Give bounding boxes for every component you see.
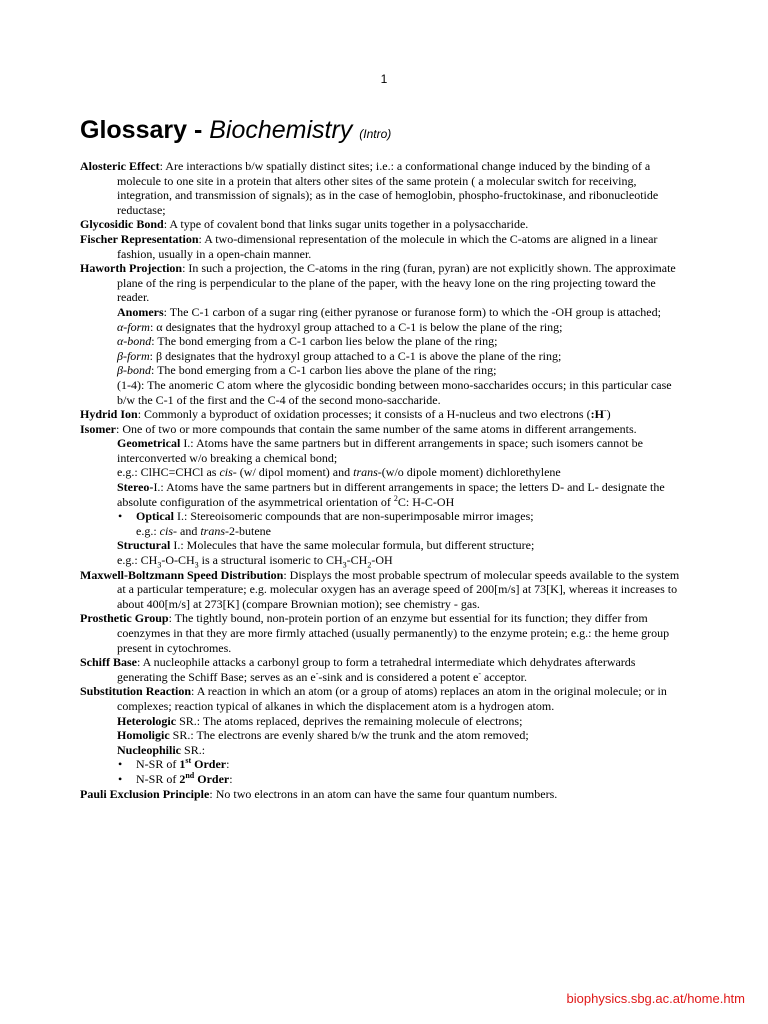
entry-haworth <box>80 261 688 305</box>
text: C: H-C-OH <box>397 494 455 509</box>
term: Anomers <box>117 304 164 319</box>
term: Heterologic <box>117 713 177 728</box>
superscript <box>185 771 194 780</box>
text: N-SR of <box>136 757 180 772</box>
term: Isomer <box>80 421 116 436</box>
subentry-nucleophilic <box>80 743 688 758</box>
bullet-icon: • <box>118 771 123 786</box>
subentry-geometrical-example <box>80 465 688 480</box>
definition: : The tightly bound, non-protein portion of an enzyme but essential for its function; they differ from coenzymes in that they are more firmly attached (usually permanently) to the enzyme protein; e.g.: the heme group present in cytochromes. <box>117 611 670 655</box>
definition: : In such a projection, the C-atoms in the ring (furan, pyran) are not explicitly shown. The approximate plane of the ring is perpendicular to the plane of the paper, with the heavy lone on the ring projecting toward the reader. <box>117 261 676 305</box>
term: α-bond <box>117 334 152 349</box>
term: Alosteric Effect <box>80 159 160 173</box>
subentry-stereo <box>80 480 688 509</box>
term: Substitution Reaction <box>80 684 192 699</box>
subscript: 3 <box>342 560 347 570</box>
ordinal-suffix: st <box>185 756 192 766</box>
definition: I.: Molecules that have the same molecular formula, but different structure; <box>170 538 535 553</box>
text: e.g.: ClHC=CHCl as <box>117 465 220 480</box>
term: Fischer Representation <box>80 231 199 246</box>
colon: : <box>229 771 233 786</box>
subentry-anomers <box>80 305 688 320</box>
order-number: 1 <box>179 757 186 772</box>
subscript: 2 <box>367 560 372 570</box>
ordinal-suffix: nd <box>185 770 195 780</box>
term: Prosthetic Group <box>80 611 169 626</box>
text: N-SR of <box>136 771 180 786</box>
term: Homoligic <box>117 728 170 743</box>
term: Glycosidic Bond <box>80 217 164 232</box>
entry-schiff-base <box>80 655 688 684</box>
term: Stereo- <box>117 480 154 495</box>
entry-pauli <box>80 787 688 802</box>
charge: - <box>315 668 319 678</box>
title-subject: Biochemistry <box>209 116 353 144</box>
term: Haworth Projection <box>80 261 183 276</box>
entry-hydrid-ion <box>80 407 688 422</box>
bullet-icon: • <box>118 509 123 524</box>
definition: SR.: The electrons are evenly shared b/w the trunk and the atom removed; <box>169 728 529 743</box>
title-main: Glossary - <box>80 116 210 144</box>
term: Nucleophilic <box>117 742 182 757</box>
definition: : A nucleophile attacks a carbonyl group to form a tetrahedral intermediate which dehydrates afterwards generating the Schiff Base; serves as an e <box>117 655 636 684</box>
page-number: 1 <box>380 72 388 86</box>
term: α-form <box>117 319 150 334</box>
definition: : α designates that the hydroxyl group attached to a C-1 is below the plane of the ring; <box>149 319 563 334</box>
subscript: 3 <box>194 560 199 570</box>
order-number: 2 <box>179 771 186 786</box>
definition: : No two electrons in an atom can have the same four quantum numbers. <box>209 786 558 801</box>
term: Schiff Base <box>80 655 137 670</box>
subentry-heterologic <box>80 714 688 729</box>
entry-allosteric <box>80 159 688 217</box>
definition: -sink and is considered a potent e <box>318 669 479 684</box>
definition: SR.: <box>181 742 206 757</box>
text: and <box>177 523 201 538</box>
subentry-geometrical <box>80 436 688 465</box>
text: (w/ dipol moment) and <box>236 465 354 480</box>
text: 2-butene <box>229 523 271 538</box>
text: -OH <box>371 553 393 568</box>
page-title <box>80 114 391 150</box>
definition: : One of two or more compounds that contain the same number of the same atoms in different arrangements. <box>116 421 637 436</box>
title-paren: (Intro) <box>359 127 392 141</box>
definition: : The C-1 carbon of a sugar ring (either pyranose or furanose form) to which the -OH group is attached; <box>163 304 661 319</box>
subentry-structural <box>80 538 688 553</box>
definition: : β designates that the hydroxyl group attached to a C-1 is above the plane of the ring; <box>149 348 562 363</box>
entry-maxwell-boltzmann <box>80 568 688 612</box>
definition: I.: Stereoisomeric compounds that are non-superimposable mirror images; <box>174 509 534 524</box>
bullet-optical <box>80 509 688 524</box>
term: Geometrical <box>117 436 181 451</box>
glossary-body <box>80 159 688 801</box>
definition: : A reaction in which an atom (or a group of atoms) replaces an atom in the original molecule; or in complexes; reaction typical of alkanes in which the displacement atom is a hydrogen atom. <box>117 684 667 713</box>
definition: : The bond emerging from a C-1 carbon lies above the plane of the ring; <box>150 363 497 378</box>
trans-label: trans- <box>200 523 229 538</box>
subentry-homoligic <box>80 728 688 743</box>
term: Optical <box>136 509 174 524</box>
charge: - <box>603 406 607 416</box>
text: -CH <box>346 553 368 568</box>
order-label: Order <box>191 757 227 772</box>
close-paren: ) <box>606 407 611 422</box>
definition: : Are interactions b/w spatially distinct sites; i.e.: a conformational change induced by the binding of a molecule to one site in a protein that alters other sites of the same protein ( a molecular switch for receiving, integration, and transmission of signals); as in the case of hemoglobin, phospho-fructokinase, and ribonucleotide reductase; <box>117 159 659 217</box>
cis-label: cis- <box>219 465 237 480</box>
term: Structural <box>117 538 171 553</box>
term: β-form <box>117 348 150 363</box>
subentry-alpha-form <box>80 320 688 335</box>
term: β-bond <box>117 363 151 378</box>
superscript: 2 <box>393 493 398 503</box>
bullet-icon: • <box>118 757 123 772</box>
entry-glycosidic <box>80 217 688 232</box>
definition: : Commonly a byproduct of oxidation processes; it consists of a H-nucleus and two electrons ( <box>137 407 591 422</box>
text: e.g.: CH <box>117 553 158 568</box>
trans-label: trans- <box>353 465 382 480</box>
colon: : <box>226 757 230 772</box>
text: is a structural isomeric to CH <box>198 553 343 568</box>
formula: :H <box>590 407 604 422</box>
definition: : A two-dimensional representation of the molecule in which the C-atoms are aligned in a linear fashion, usually in a open-chain manner. <box>117 231 658 261</box>
term: Maxwell-Boltzmann Speed Distribution <box>80 567 284 582</box>
bullet-first-order <box>80 757 688 772</box>
footer-link[interactable]: biophysics.sbg.ac.at/home.htm <box>566 991 745 1006</box>
subentry-alpha-bond <box>80 334 688 349</box>
subentry-structural-example <box>80 553 688 568</box>
subscript: 3 <box>157 560 162 570</box>
entry-fischer <box>80 232 688 261</box>
entry-substitution <box>80 684 688 713</box>
definition: SR.: The atoms replaced, deprives the remaining molecule of electrons; <box>176 713 523 728</box>
text: e.g.: <box>136 523 160 538</box>
definition: I.: Atoms have the same partners but in different arrangements in space; the letters D- and L- designate the absolute configuration of the asymmetrical orientation of <box>117 480 665 509</box>
definition: : A type of covalent bond that links sugar units together in a polysaccharide. <box>163 217 529 232</box>
subentry-optical-example <box>80 524 688 539</box>
charge: - <box>478 668 482 678</box>
text: (w/o dipole moment) dichlorethylene <box>381 465 561 480</box>
entry-isomer <box>80 422 688 437</box>
order-label: Order <box>194 771 230 786</box>
subentry-beta-bond <box>80 363 688 378</box>
term: Hydrid Ion <box>80 407 138 422</box>
bullet-second-order <box>80 772 688 787</box>
entry-prosthetic <box>80 611 688 655</box>
subentry-beta-form <box>80 349 688 364</box>
term: Pauli Exclusion Principle <box>80 786 210 801</box>
definition: : Displays the most probable spectrum of molecular speeds available to the system at a particular temperature; e.g. molecular oxygen has an average speed of 200[m/s] at 73[K], whereas it increases to about 400[m/s] at 273[K] (compare Brownian motion); see chemistry - gas. <box>117 567 680 611</box>
subentry-1-4-linkage: (1-4): The anomeric C atom where the glycosidic bonding between mono-saccharides occurs; in this particular case b/w the C-1 of the first and the C-4 of the second mono-saccharide. <box>117 377 672 407</box>
cis-label: cis- <box>159 523 177 538</box>
definition: acceptor. <box>481 669 528 684</box>
definition: : The bond emerging from a C-1 carbon lies below the plane of the ring; <box>151 334 498 349</box>
definition: I.: Atoms have the same partners but in different arrangements in space; such isomers cannot be interconverted w/o breaking a chemical bond; <box>117 436 643 465</box>
text: -O-CH <box>161 553 195 568</box>
